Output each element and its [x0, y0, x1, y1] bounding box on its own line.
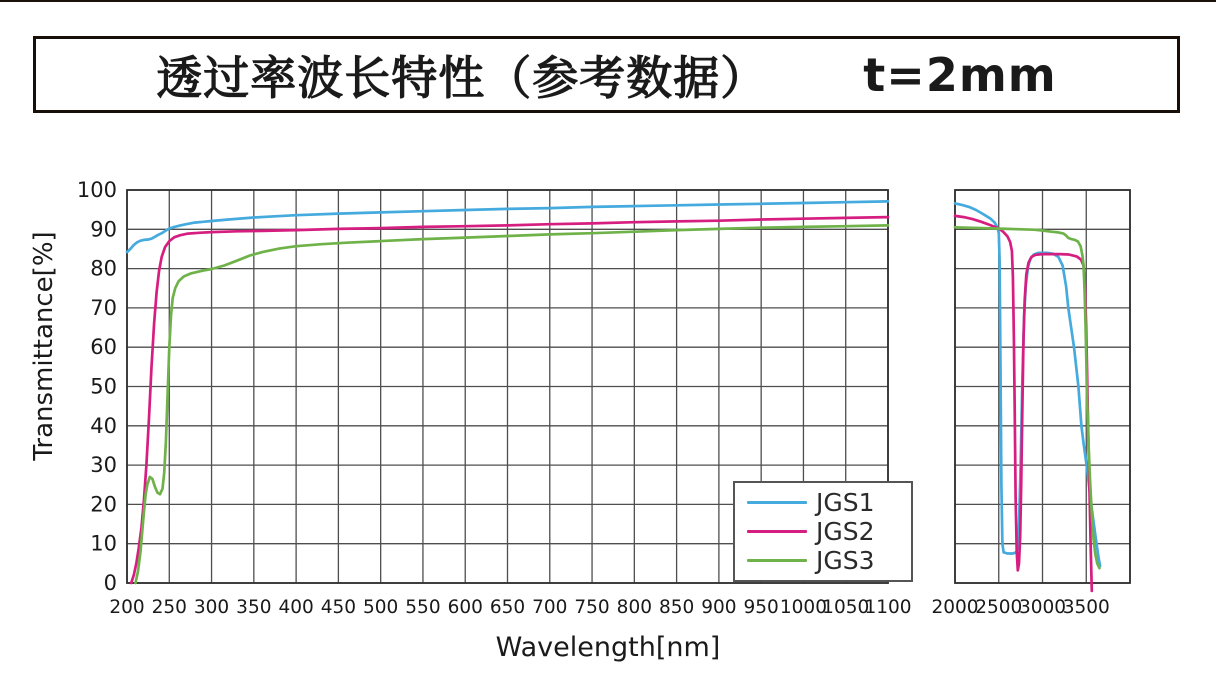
x-tick-label: 700	[532, 597, 568, 618]
x-tick-label: 1100	[864, 597, 912, 618]
jgs1-line-swatch	[747, 501, 807, 504]
legend-label: JGS1	[816, 488, 875, 517]
x-tick-label: 1000	[779, 597, 827, 618]
y-tick-label: 10	[90, 531, 117, 556]
x-tick-label: 3000	[1018, 597, 1067, 618]
x-tick-label: 650	[489, 597, 526, 618]
y-tick-label: 50	[90, 374, 117, 399]
legend-item-jgs3	[747, 548, 911, 574]
legend-label: JGS3	[816, 546, 875, 575]
x-tick-label: 450	[320, 597, 357, 618]
y-tick-label: 30	[90, 453, 117, 478]
x-tick-label: 900	[701, 597, 737, 618]
legend-item-jgs2	[747, 519, 911, 545]
x-tick-label: 800	[616, 597, 652, 618]
y-tick-label: 80	[90, 256, 117, 281]
legend-label: JGS2	[816, 517, 875, 546]
y-tick-label: 60	[90, 335, 117, 360]
series-jgs2-curve	[955, 216, 1092, 591]
legend	[733, 481, 913, 582]
jgs2-line-swatch	[747, 530, 807, 533]
x-tick-label: 950	[743, 597, 779, 618]
page-title: 透过率波长特性（参考数据）	[156, 50, 768, 105]
y-tick-label: 100	[76, 178, 117, 202]
x-tick-label: 400	[278, 597, 314, 618]
x-tick-label: 500	[363, 597, 399, 618]
x-tick-label: 2000	[931, 597, 979, 618]
y-axis-title: Transmittance[%]	[29, 231, 59, 461]
x-tick-label: 250	[151, 597, 187, 618]
x-tick-label: 3500	[1062, 597, 1110, 618]
y-tick-label: 70	[90, 295, 117, 320]
panel-infrared	[931, 190, 1130, 618]
jgs3-line-swatch	[747, 559, 807, 562]
x-tick-label: 1050	[822, 597, 870, 618]
y-tick-label: 90	[90, 217, 117, 242]
x-tick-label: 300	[193, 597, 230, 618]
y-tick-label: 0	[103, 571, 117, 595]
y-tick-label: 20	[90, 492, 117, 517]
x-axis-title: Wavelength[nm]	[495, 632, 721, 663]
x-tick-label: 550	[405, 597, 441, 618]
y-tick-label: 40	[90, 413, 117, 438]
x-tick-label: 2500	[975, 597, 1023, 618]
legend-item-jgs1	[747, 490, 911, 516]
thickness-label: t=2mm	[863, 47, 1057, 102]
x-tick-label: 200	[109, 597, 145, 618]
x-tick-label: 750	[574, 597, 610, 618]
x-tick-label: 350	[236, 597, 272, 618]
x-tick-label: 600	[447, 597, 483, 618]
x-tick-label: 850	[658, 597, 695, 618]
